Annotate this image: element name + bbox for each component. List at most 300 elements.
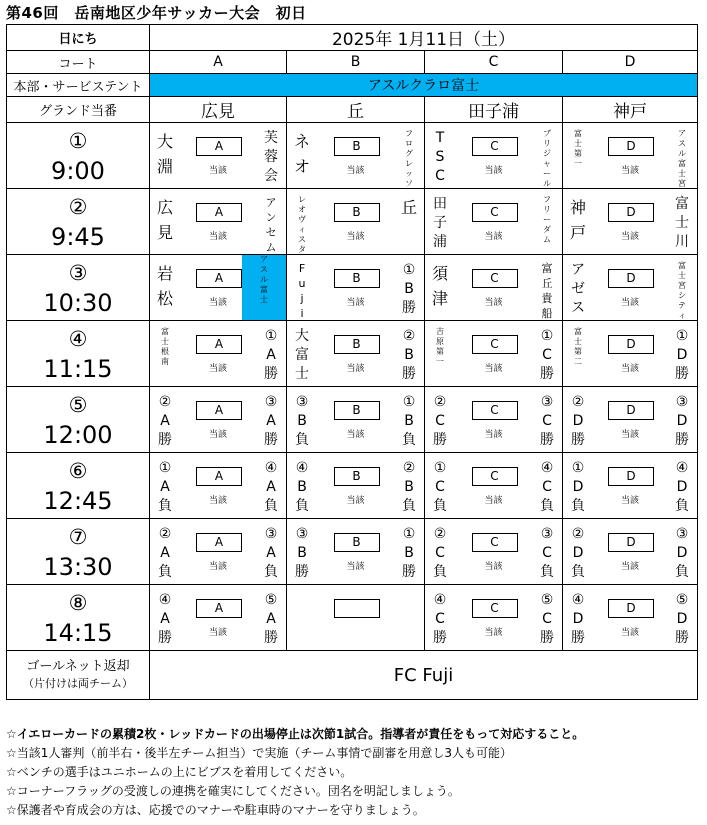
team-char: 勝 — [675, 432, 689, 448]
team-char: ② — [158, 394, 172, 410]
team-char: D — [572, 479, 584, 495]
match-cell-c — [425, 585, 563, 651]
team-char: 勝 — [675, 366, 689, 382]
referee-court-box: B — [334, 269, 380, 288]
referee-court-box: A — [196, 269, 242, 288]
match-cell-d — [563, 255, 698, 321]
team-left — [569, 393, 587, 450]
team-char: 貴 — [541, 292, 553, 305]
team-char: ッ — [405, 169, 413, 178]
team-left — [569, 525, 587, 582]
match-cell-c — [425, 321, 563, 387]
team-char: 負 — [295, 432, 309, 448]
duty-label: 当該 — [620, 562, 639, 572]
team-char: 丘 — [400, 198, 417, 217]
referee-court-box: D — [608, 467, 654, 486]
referee-court-box: D — [608, 203, 654, 222]
team-char: 芙 — [264, 130, 278, 146]
team-char: 二 — [574, 357, 582, 366]
team-char: ④ — [540, 460, 554, 476]
ground-c: 田子浦 — [425, 97, 563, 123]
team-char: 勝 — [264, 366, 278, 382]
note-item: ☆イエローカードの累積2枚・レッドカードの出場停止は次節1試合。指導者が責任をもって対応すること。 — [6, 727, 585, 741]
team-char: ④ — [158, 592, 172, 608]
referee-court-box: D — [608, 599, 654, 618]
team-right — [262, 393, 280, 450]
hq-label: 本部・サービステント — [7, 74, 150, 97]
team-right — [538, 459, 556, 516]
duty-label: 当該 — [208, 166, 227, 176]
duty-label: 当該 — [620, 166, 639, 176]
duty-label: 当該 — [346, 166, 365, 176]
team-char: D — [676, 479, 688, 495]
duty-label: 当該 — [208, 628, 227, 638]
team-left — [431, 459, 449, 516]
team-char: 負 — [402, 432, 416, 448]
referee-court-box: A — [196, 203, 242, 222]
match-cell-d — [563, 387, 698, 453]
referee-court-box: C — [472, 533, 518, 552]
team-char: C — [435, 479, 445, 495]
team-right — [400, 129, 418, 189]
referee-court-box: B — [334, 137, 380, 156]
team-char: 勝 — [295, 564, 309, 580]
hq-value: アスルクラロ富士 — [150, 74, 698, 97]
team-right — [538, 261, 556, 321]
team-char: ② — [433, 526, 447, 542]
team-left — [156, 393, 174, 450]
match-cell-d — [563, 189, 698, 255]
team-char: 一 — [436, 357, 444, 366]
team-left — [293, 459, 311, 516]
team-char: 富 — [678, 261, 686, 270]
team-char: 勝 — [433, 432, 447, 448]
duty-label: 当該 — [484, 562, 503, 572]
team-left — [293, 195, 311, 255]
team-char: ゼ — [571, 281, 585, 297]
team-left — [293, 327, 311, 384]
duty-label: 当該 — [346, 496, 365, 506]
team-char: 勝 — [402, 300, 416, 316]
team-char: 子 — [433, 215, 447, 231]
team-char: 士 — [260, 295, 268, 304]
team-char: ③ — [264, 526, 278, 542]
team-char: C — [542, 413, 552, 429]
goal-net-value: FC Fuji — [150, 651, 698, 700]
team-char: 富 — [574, 327, 582, 336]
referee-court-box: D — [608, 533, 654, 552]
match-cell-a — [150, 123, 287, 189]
match-cell-a — [150, 453, 287, 519]
team-left — [569, 591, 587, 648]
note-item: ☆当該1人審判（前半右・後半左チーム担当）で実施（チーム事情で副審を用意し3人も可能） — [6, 746, 513, 760]
team-char: ② — [402, 328, 416, 344]
team-char: ル — [543, 179, 551, 188]
team-char: ③ — [540, 526, 554, 542]
team-char: 第 — [436, 347, 444, 356]
team-char: ① — [540, 328, 554, 344]
date-label: 日にち — [7, 25, 150, 51]
team-char: B — [404, 281, 414, 297]
referee-court-box: C — [472, 203, 518, 222]
team-right — [673, 525, 691, 582]
match-cell-b — [287, 387, 425, 453]
ground-row — [7, 97, 698, 123]
team-left — [156, 327, 174, 367]
match-number: ② — [68, 194, 88, 219]
team-char: ① — [675, 328, 689, 344]
match-cell-c — [425, 255, 563, 321]
match-time-cell — [7, 255, 150, 321]
match-cell-a — [150, 321, 287, 387]
match-row — [7, 453, 698, 519]
match-cell-c — [425, 123, 563, 189]
team-left — [431, 195, 449, 252]
goal-net-label-cell — [7, 651, 150, 700]
team-char: 会 — [264, 168, 278, 184]
match-time: 14:15 — [43, 618, 113, 647]
duty-label: 当該 — [484, 298, 503, 308]
team-char: 川 — [675, 234, 689, 250]
team-char: ネ — [293, 132, 310, 151]
team-char: ジ — [543, 149, 551, 158]
match-cell-b — [287, 255, 425, 321]
team-right — [673, 459, 691, 516]
team-char: C — [542, 545, 552, 561]
team-char: 丘 — [541, 277, 553, 290]
referee-court-box: D — [608, 335, 654, 354]
referee-court-box: D — [608, 137, 654, 156]
team-char: A — [160, 611, 170, 627]
match-time: 11:15 — [43, 354, 113, 383]
match-row — [7, 387, 698, 453]
match-cell-a — [150, 255, 287, 321]
team-char: ④ — [433, 592, 447, 608]
team-char: ③ — [264, 394, 278, 410]
team-char: C — [542, 611, 552, 627]
duty-label: 当該 — [208, 298, 227, 308]
team-right — [262, 195, 280, 255]
team-char: C — [435, 413, 445, 429]
team-right — [262, 525, 280, 582]
match-cell-c — [425, 387, 563, 453]
team-char: 勝 — [571, 432, 585, 448]
team-left — [431, 261, 449, 311]
team-right — [262, 327, 280, 384]
team-char: 戸 — [569, 223, 586, 242]
team-right — [262, 129, 280, 186]
referee-court-box: B — [334, 533, 380, 552]
team-left — [293, 393, 311, 450]
team-left — [156, 261, 174, 311]
team-char: 吉 — [436, 327, 444, 336]
match-cell-c — [425, 189, 563, 255]
team-char: T — [435, 130, 445, 146]
team-char: ヴ — [298, 215, 306, 224]
duty-label: 当該 — [620, 430, 639, 440]
team-left — [431, 129, 449, 186]
team-char: A — [266, 611, 276, 627]
team-char: 富 — [574, 129, 582, 138]
team-char: ィ — [298, 225, 306, 234]
match-time-cell — [7, 453, 150, 519]
team-char: ④ — [571, 592, 585, 608]
team-char: 見 — [156, 223, 173, 242]
duty-label: 当該 — [346, 298, 365, 308]
team-left — [156, 195, 174, 245]
team-char: 広 — [156, 198, 173, 217]
team-char: D — [676, 347, 688, 363]
team-right — [673, 261, 691, 321]
team-char: D — [676, 545, 688, 561]
match-row — [7, 321, 698, 387]
team-char: 負 — [675, 564, 689, 580]
team-char: 負 — [433, 498, 447, 514]
schedule-table — [6, 24, 698, 700]
team-char: ス — [298, 235, 306, 244]
match-time: 13:30 — [43, 552, 113, 581]
team-char: ① — [433, 460, 447, 476]
team-char: F — [298, 262, 306, 275]
duty-label: 当該 — [208, 364, 227, 374]
team-char: 勝 — [158, 432, 172, 448]
team-right — [538, 525, 556, 582]
team-char: D — [676, 611, 688, 627]
team-char: A — [266, 479, 276, 495]
referee-court-box: B — [334, 335, 380, 354]
match-number: ④ — [68, 326, 88, 351]
team-char: 負 — [402, 498, 416, 514]
team-left — [431, 393, 449, 450]
duty-label: 当該 — [346, 232, 365, 242]
team-char: ス — [571, 300, 585, 316]
match-cell-b — [287, 585, 425, 651]
team-char: 富 — [541, 262, 553, 275]
team-char: 負 — [264, 498, 278, 514]
duty-label: 当該 — [484, 496, 503, 506]
team-char: ー — [543, 169, 551, 178]
team-char: 士 — [295, 366, 309, 382]
referee-court-box: B — [334, 203, 380, 222]
team-char: 士 — [678, 169, 686, 178]
team-right — [538, 591, 556, 648]
team-char: ② — [571, 394, 585, 410]
team-char: 神 — [569, 198, 586, 217]
match-time-cell — [7, 387, 150, 453]
goal-net-row — [7, 651, 698, 700]
team-char: ③ — [540, 394, 554, 410]
team-char: B — [297, 413, 307, 429]
team-char: ル — [678, 149, 686, 158]
team-char: 士 — [574, 139, 582, 148]
match-number: ⑤ — [68, 392, 88, 417]
team-char: 勝 — [264, 630, 278, 646]
team-char: 負 — [571, 498, 585, 514]
team-char: 船 — [541, 307, 553, 320]
team-char: ② — [158, 526, 172, 542]
team-left — [431, 525, 449, 582]
referee-court-box: B — [334, 401, 380, 420]
team-char: 一 — [574, 159, 582, 168]
team-char: ④ — [264, 460, 278, 476]
team-right — [242, 255, 286, 320]
team-char: 富 — [161, 327, 169, 336]
match-time-cell — [7, 321, 150, 387]
team-left — [293, 129, 311, 179]
team-char: リ — [543, 139, 551, 148]
team-char: オ — [298, 205, 306, 214]
team-left — [569, 327, 587, 367]
team-left — [293, 525, 311, 582]
team-char: ャ — [543, 159, 551, 168]
team-left — [156, 459, 174, 516]
team-char: リ — [543, 205, 551, 214]
team-char: ブ — [543, 129, 551, 138]
team-char: ⑤ — [540, 592, 554, 608]
match-cell-a — [150, 519, 287, 585]
date-value: 2025年 1月11日（土） — [150, 25, 698, 51]
duty-label: 当該 — [346, 430, 365, 440]
match-cell-a — [150, 387, 287, 453]
team-right — [400, 261, 418, 318]
match-time: 10:30 — [43, 288, 113, 317]
team-right — [673, 195, 691, 252]
court-d: D — [563, 51, 698, 74]
match-row — [7, 585, 698, 651]
match-cell-c — [425, 453, 563, 519]
team-char: B — [404, 413, 414, 429]
court-c: C — [425, 51, 563, 74]
team-char: ロ — [405, 139, 413, 148]
referee-court-box: C — [472, 599, 518, 618]
team-char: C — [435, 545, 445, 561]
ground-a: 広見 — [150, 97, 287, 123]
team-char: D — [572, 611, 584, 627]
ground-d: 神戸 — [563, 97, 698, 123]
duty-label: 当該 — [208, 232, 227, 242]
match-number: ① — [68, 128, 88, 153]
team-char: ソ — [405, 179, 413, 188]
court-a: A — [150, 51, 287, 74]
team-char: A — [160, 545, 170, 561]
team-char: ム — [265, 241, 277, 254]
team-char: 士 — [161, 337, 169, 346]
team-char: ダ — [543, 225, 551, 234]
team-char: セ — [265, 226, 277, 239]
team-char: 勝 — [540, 366, 554, 382]
match-cell-b — [287, 123, 425, 189]
team-char: 田 — [433, 196, 447, 212]
match-cell-d — [563, 453, 698, 519]
team-char: ン — [265, 211, 277, 224]
team-char: ア — [265, 196, 277, 209]
team-char: 負 — [158, 498, 172, 514]
referee-court-box: A — [196, 137, 242, 156]
team-char: 負 — [158, 564, 172, 580]
team-char: 勝 — [540, 630, 554, 646]
referee-court-box: D — [608, 401, 654, 420]
match-cell-a — [150, 189, 287, 255]
duty-label: 当該 — [484, 232, 503, 242]
team-char: A — [266, 413, 276, 429]
team-char: 宮 — [678, 179, 686, 188]
match-cell-d — [563, 519, 698, 585]
match-number: ⑥ — [68, 458, 88, 483]
team-right — [538, 129, 556, 189]
duty-label: 当該 — [208, 496, 227, 506]
court-b: B — [287, 51, 425, 74]
team-char: B — [297, 545, 307, 561]
team-char: 富 — [295, 347, 309, 363]
note-item: ☆保護者や育成会の方は、応援でのマナーや駐車時のマナーを守りましょう。 — [6, 803, 425, 817]
team-left — [569, 261, 587, 318]
team-char: A — [266, 545, 276, 561]
referee-court-box: C — [472, 467, 518, 486]
team-char: ① — [264, 328, 278, 344]
team-left — [431, 591, 449, 648]
team-left — [156, 129, 174, 179]
team-right — [538, 393, 556, 450]
referee-court-box: A — [196, 401, 242, 420]
referee-court-box: A — [196, 335, 242, 354]
match-time-cell — [7, 519, 150, 585]
team-left — [569, 195, 587, 245]
team-char: フ — [543, 195, 551, 204]
team-char: オ — [293, 157, 310, 176]
team-char: ① — [571, 460, 585, 476]
referee-court-box: A — [196, 599, 242, 618]
team-char: ① — [158, 460, 172, 476]
referee-court-box: D — [608, 269, 654, 288]
team-char: B — [404, 545, 414, 561]
team-right — [538, 195, 556, 245]
team-char: 宮 — [678, 281, 686, 290]
hq-row — [7, 74, 698, 97]
team-char: B — [297, 479, 307, 495]
match-time: 9:00 — [51, 156, 105, 185]
date-row — [7, 25, 698, 51]
team-char: ① — [402, 526, 416, 542]
team-char: ス — [678, 139, 686, 148]
referee-court-box: C — [472, 269, 518, 288]
match-cell-b — [287, 519, 425, 585]
match-cell-b — [287, 453, 425, 519]
team-char: グ — [405, 149, 413, 158]
notes — [6, 725, 584, 820]
referee-court-box: A — [196, 533, 242, 552]
team-char: 勝 — [402, 564, 416, 580]
team-char: 士 — [675, 215, 689, 231]
note-item: ☆コーナーフラッグの受渡しの連携を確実にしてください。団名を明記しましょう。 — [6, 784, 460, 798]
match-cell-d — [563, 123, 698, 189]
team-char: 大 — [156, 132, 173, 151]
team-char: ③ — [295, 526, 309, 542]
team-char: 須 — [431, 264, 448, 283]
team-char: ② — [571, 526, 585, 542]
team-char: 負 — [540, 498, 554, 514]
team-left — [431, 327, 449, 367]
team-char: ① — [402, 262, 416, 278]
team-char: 勝 — [158, 630, 172, 646]
team-char: D — [572, 413, 584, 429]
team-char: レ — [298, 195, 306, 204]
duty-label: 当該 — [620, 298, 639, 308]
team-char: 第 — [574, 149, 582, 158]
team-char: 富 — [678, 159, 686, 168]
team-char: ⑤ — [264, 592, 278, 608]
duty-label: 当該 — [620, 364, 639, 374]
duty-label: 当該 — [208, 430, 227, 440]
